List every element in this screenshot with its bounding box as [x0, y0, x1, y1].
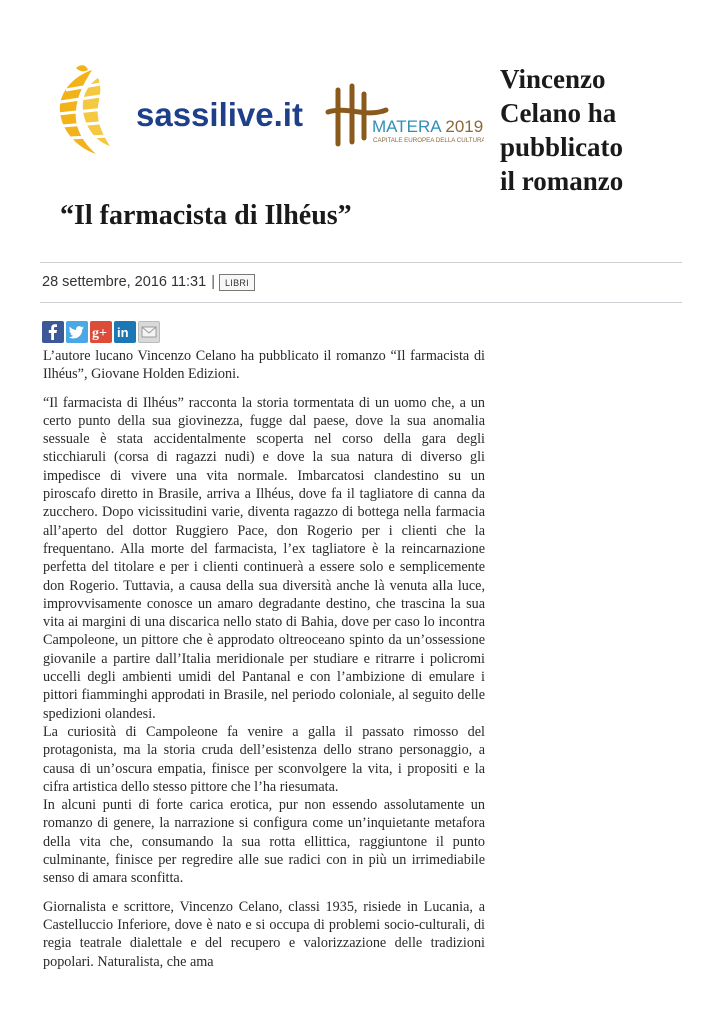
divider-top — [40, 262, 682, 263]
partner-name: MATERA 2019 — [372, 117, 484, 136]
site-logo[interactable] — [52, 62, 484, 160]
side-title — [500, 62, 700, 198]
article-paragraph: “Il farmacista di Ilhéus” racconta la storia tormentata di un uomo che, a un certo punto della sua giovinezza, fugge dal paese, dove la sua anomalia sessuale è stata accidentalmente scoperta nel corso della gara degli sticchiaruli (corsa di ragazzi nudi) e dove la sua natura di diverso gli impedisce di vivere una vita normale. Imbarcatosi clandestino su un piroscafo diretto in Brasile, arriva a Ilhéus, dove fa il tagliatore di canna da zucchero. Dopo vicissitudini varie, diventa ragazzo di bottega nella farmacia all’aperto del dottor Ruggiero Pace, don Rogerio per i clienti che la frequentano. Alla morte del farmacista, l’ex tagliatore è la reincarnazione perfetta del titolare e per i clienti continuerà a essere solo e semplicemente don Rogerio. Tuttavia, a causa della sua diversità anche là venuta alla luce, improvvisamente conosce un amaro degradante destino, che trascina la sua vita ai margini di una discarica nello stato di Bahia, dove per caso lo incontra Campoleone, un pittore che è approdato oltreoceano spinto da un’ossessione giovanile a partire dall’Italia meridionale per studiare e ritrarre i policromi uccelli degli ambienti umidi del Pantanal e con l’ambizione di emulare i pittori fiamminghi approdati in Brasile, nel periodo coloniale, al seguito delle spedizioni olandesi. — [43, 394, 485, 722]
divider-bottom — [40, 302, 682, 303]
side-title-line: pubblicato — [500, 132, 624, 162]
side-title-line: il romanzo — [500, 166, 624, 196]
side-title-line: Celano ha — [500, 98, 617, 128]
article-paragraph: L’autore lucano Vincenzo Celano ha pubblicato il romanzo “Il farmacista di Ilhéus”, Giovane Holden Edizioni. — [43, 348, 485, 383]
linkedin-icon — [114, 321, 136, 343]
facebook-share-button[interactable] — [42, 321, 64, 343]
site-wordmark: sassilive.it — [136, 96, 303, 133]
side-title-line: Vincenzo — [500, 64, 606, 94]
article-paragraph: Giornalista e scrittore, Vincenzo Celano, classi 1935, risiede in Lucania, a Castelluccio Inferiore, dove è nato e si occupa di problemi socio-culturali, di regia teatrale dialettale e del recupero e valorizzazione delle tradizioni popolari. Naturalista, che ama — [43, 898, 485, 970]
svg-text:g+: g+ — [92, 326, 107, 341]
article-paragraph: In alcuni punti di forte carica erotica, pur non essendo assolutamente un romanzo di genere, la narrazione si configura come un’inquietante metafora della vita che, consumando la sua rotta ellittica, raggiuntone il punto culminante, finisce per regredire alle sue radici con in più un irrimediabile senso di amara sconfitta. — [43, 797, 485, 887]
google-plus-icon — [90, 321, 112, 343]
meta-separator: | — [211, 274, 215, 290]
article-headline: “Il farmacista di Ilhéus” — [60, 200, 352, 231]
linkedin-share-button[interactable] — [114, 321, 136, 343]
article-meta — [42, 270, 255, 294]
email-share-button[interactable] — [138, 321, 160, 343]
share-bar — [42, 321, 160, 343]
svg-text:in: in — [117, 325, 129, 340]
article-paragraph: La curiosità di Campoleone fa venire a galla il passato rimosso del protagonista, ma la storia cruda dell’esistenza dello strano personaggio, a causa di un’oscura empatia, finisce per sconvolgere la vita, i propositi e la cifra artistica dello stesso pittore che l’ha riesumata. — [43, 723, 485, 795]
twitter-icon — [66, 321, 88, 343]
article-body — [43, 347, 485, 971]
publish-date: 28 settembre, 2016 11:31 — [42, 274, 207, 290]
twitter-share-button[interactable] — [66, 321, 88, 343]
email-icon — [139, 322, 159, 342]
facebook-icon — [42, 321, 64, 343]
partner-tagline: CAPITALE EUROPEA DELLA CULTURA — [373, 137, 484, 144]
google-plus-share-button[interactable] — [90, 321, 112, 343]
category-tag[interactable]: LIBRI — [219, 274, 255, 291]
sun-swirl-icon — [58, 65, 114, 154]
